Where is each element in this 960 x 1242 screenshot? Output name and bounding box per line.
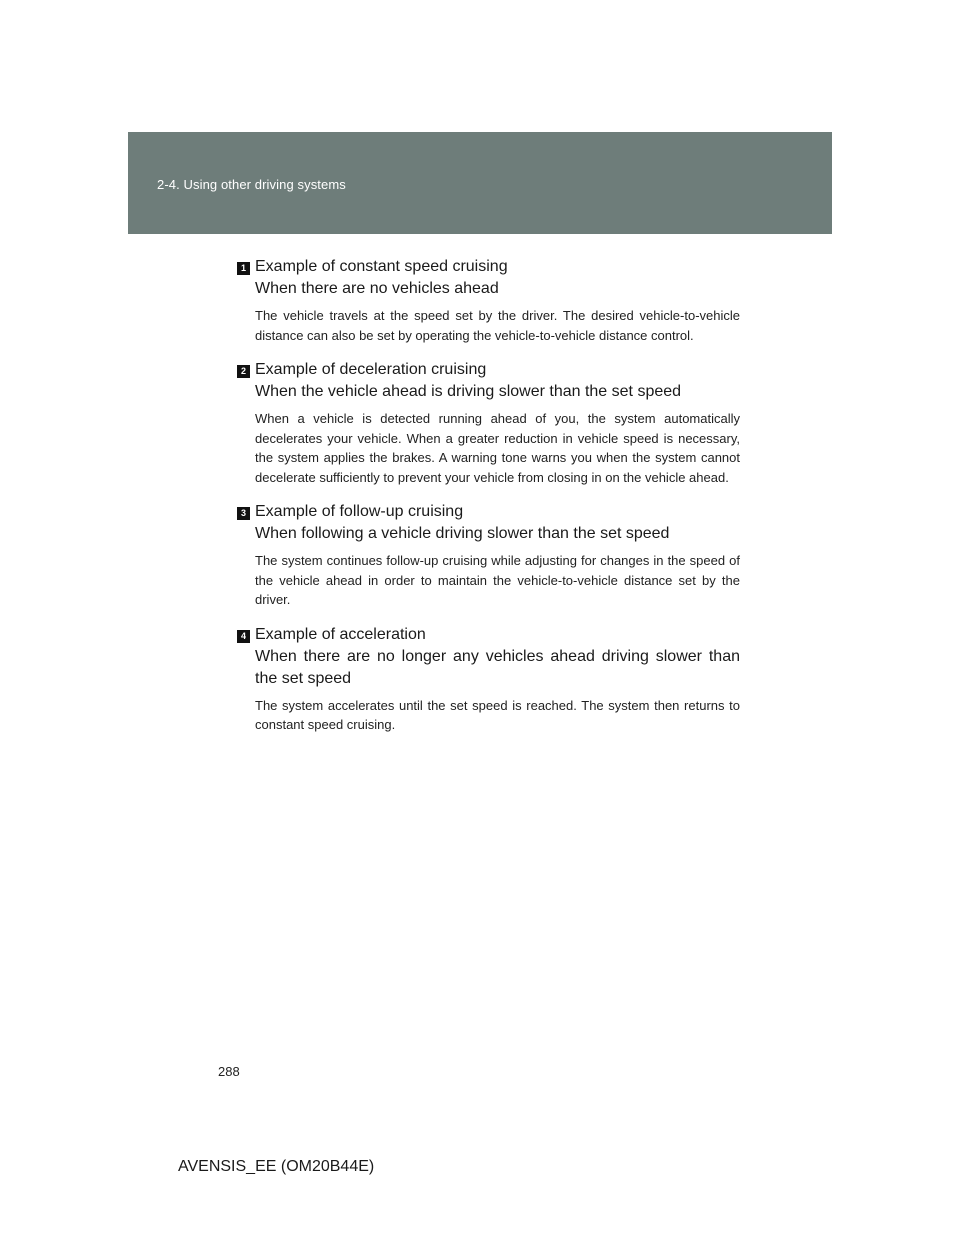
item-heading: Example of follow-up cruising bbox=[255, 503, 464, 520]
item-heading: Example of deceleration cruising bbox=[255, 361, 487, 378]
number-marker-icon: 2 bbox=[237, 365, 250, 378]
item-subheading: When following a vehicle driving slower than the set speed bbox=[255, 525, 670, 542]
item-subheading: When the vehicle ahead is driving slower than the set speed bbox=[255, 383, 682, 400]
page-content bbox=[237, 256, 740, 735]
item-description: When a vehicle is detected running ahead of you, the system automatically decelerates your vehicle. When a greater reduction in vehicle speed is necessary, the system applies the brakes. A warning tone warns you when the system cannot decelerate sufficiently to prevent your vehicle from closing in on the vehicle ahead. bbox=[255, 411, 740, 485]
page-number: 288 bbox=[218, 1064, 240, 1079]
number-marker-icon: 4 bbox=[237, 630, 250, 643]
number-marker-icon: 3 bbox=[237, 507, 250, 520]
item-heading: Example of acceleration bbox=[255, 625, 426, 643]
list-item bbox=[237, 359, 740, 487]
item-subheading: When there are no longer any vehicles ahead driving slower than the set speed bbox=[255, 647, 740, 687]
list-item bbox=[237, 501, 740, 610]
document-code: AVENSIS_EE (OM20B44E) bbox=[178, 1158, 375, 1175]
item-description: The system continues follow-up cruising while adjusting for changes in the speed of the vehicle ahead in order to maintain the vehicle-to-vehicle distance set by the driver. bbox=[255, 553, 740, 607]
item-description: The system accelerates until the set speed is reached. The system then returns to constant speed cruising. bbox=[255, 697, 740, 732]
list-item bbox=[237, 256, 740, 345]
section-header-band bbox=[128, 132, 832, 234]
list-item bbox=[237, 624, 740, 735]
item-description: The vehicle travels at the speed set by the driver. The desired vehicle-to-vehicle distance can also be set by operating the vehicle-to-vehicle distance control. bbox=[255, 308, 740, 343]
number-marker-icon: 1 bbox=[237, 262, 250, 275]
item-subheading: When there are no vehicles ahead bbox=[255, 280, 499, 297]
item-heading: Example of constant speed cruising bbox=[255, 258, 508, 275]
section-title: 2-4. Using other driving systems bbox=[157, 177, 346, 192]
